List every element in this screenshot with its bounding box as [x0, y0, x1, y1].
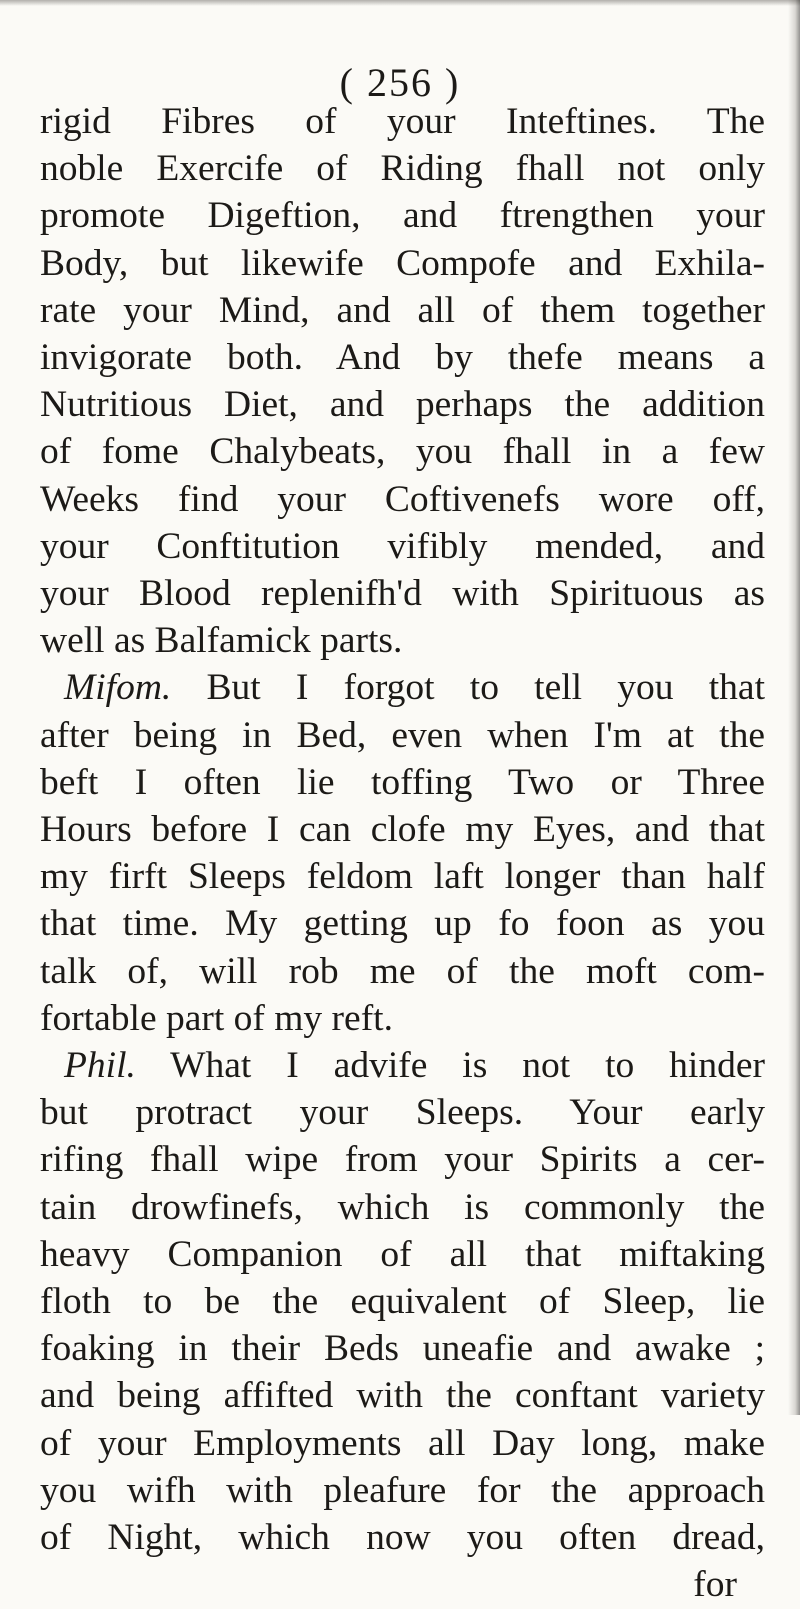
text-line: floth to be the equivalent of Sleep, lie [40, 1281, 765, 1323]
text-line: Weeks find your Coftivenefs wore off, [40, 478, 765, 520]
text-line: beft I often lie toffing Two or Three [40, 761, 765, 803]
text-line: you wifh with pleafure for the approach [40, 1469, 765, 1511]
page-top-edge [0, 0, 800, 6]
text-line: promote Digeftion, and ftrengthen your [40, 195, 765, 237]
body-text [40, 98, 765, 1609]
text-line: invigorate both. And by thefe means a [40, 337, 765, 379]
text-line: of your Employments all Day long, make [40, 1422, 765, 1464]
text-line: Body, but likewife Compofe and Exhila- [40, 242, 765, 284]
binding-edge [788, 0, 800, 1415]
speaker-name: Phil. [64, 1045, 136, 1087]
text-line: your Conftitution vifibly mended, and [40, 525, 765, 567]
text-line: after being in Bed, even when I'm at the [40, 714, 765, 756]
text-line: and being affifted with the conftant variety [40, 1375, 765, 1417]
speaker-line: Phil. What I advife is not to hinder [64, 1045, 765, 1087]
text-line: rifing fhall wipe from your Spirits a cer- [40, 1139, 765, 1181]
page-number: ( 256 ) [339, 60, 461, 105]
text-line: foaking in their Beds uneafie and awake ; [40, 1328, 765, 1370]
text-line: fortable part of my reft. [40, 997, 393, 1039]
text-line: well as Balfamick parts. [40, 620, 403, 662]
text-line: tain drowfinefs, which is commonly the [40, 1186, 765, 1228]
text-line: noble Exercife of Riding fhall not only [40, 148, 765, 190]
text-line: rate your Mind, and all of them together [40, 289, 765, 331]
text-line: of Night, which now you often dread, [40, 1517, 765, 1559]
text-line: but protract your Sleeps. Your early [40, 1092, 765, 1134]
text-line: Hours before I can clofe my Eyes, and that [40, 809, 765, 851]
text-line: of fome Chalybeats, you fhall in a few [40, 431, 765, 473]
text-line: that time. My getting up fo foon as you [40, 903, 765, 945]
text-line: rigid Fibres of your Inteftines. The [40, 101, 765, 142]
catchword: for [693, 1564, 737, 1606]
text-line: my firft Sleeps feldom laft longer than half [40, 856, 765, 898]
text-line: talk of, will rob me of the moft com- [40, 950, 765, 992]
speaker-name: Mifom. [64, 667, 172, 709]
speaker-line: Mifom. But I forgot to tell you that [64, 667, 765, 709]
text-line: your Blood replenifh'd with Spirituous as [40, 573, 765, 615]
text-line: Nutritious Diet, and perhaps the addition [40, 384, 765, 426]
text-line: heavy Companion of all that miftaking [40, 1233, 765, 1275]
